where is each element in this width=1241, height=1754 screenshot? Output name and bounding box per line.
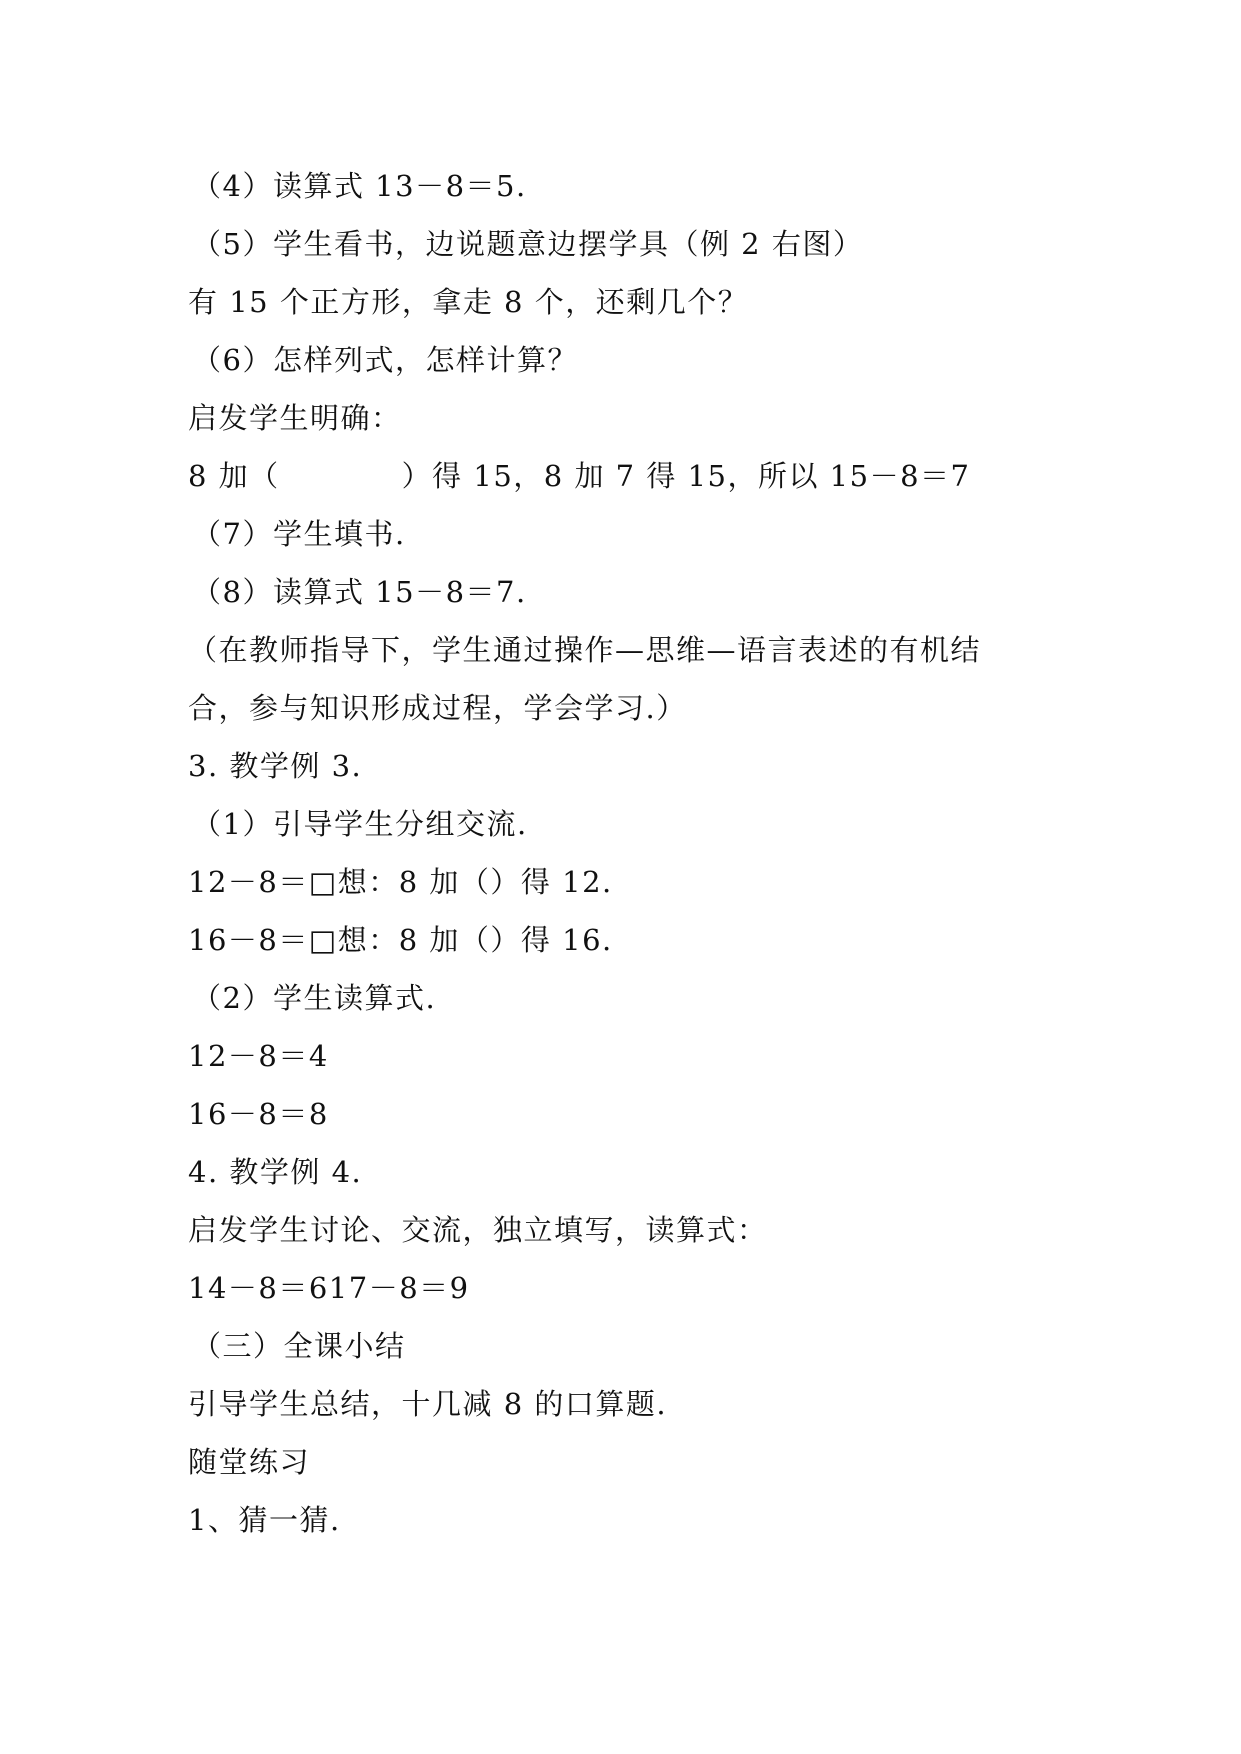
text-line: 12－8＝4 [188,1039,329,1073]
text-line: 16－8＝□想：8 加（）得 16. [188,923,613,957]
text-line: （5）学生看书，边说题意边摆学具（例 2 右图） [192,227,864,261]
text-line: 16－8＝8 [188,1097,329,1131]
text-line: 1、猜一猜. [188,1503,341,1537]
text-line: （7）学生填书. [192,517,406,551]
text-line: （三）全课小结 [192,1329,406,1363]
text-line: （8）读算式 15－8＝7. [192,575,527,609]
text-line: 8 加（ ）得 15，8 加 7 得 15，所以 15－8＝7 [188,459,971,493]
text-line: （4）读算式 13－8＝5. [192,169,527,203]
text-line: 14－8＝617－8＝9 [188,1271,470,1305]
text-line: 随堂练习 [188,1445,311,1479]
text-line: 有 15 个正方形，拿走 8 个，还剩几个？ [188,285,749,319]
text-line: （2）学生读算式. [192,981,437,1015]
text-line: 12－8＝□想：8 加（）得 12. [188,865,613,899]
text-line: 4. 教学例 4. [188,1155,363,1189]
text-line: （6）怎样列式，怎样计算？ [192,343,578,377]
text-line: 引导学生总结，十几减 8 的口算题. [188,1387,668,1421]
text-line: （1）引导学生分组交流. [192,807,528,841]
text-line: 合，参与知识形成过程，学会学习.） [188,691,687,725]
text-line: 启发学生明确： [188,401,402,435]
text-line: （在教师指导下，学生通过操作—思维—语言表述的有机结 [188,633,982,667]
text-line: 启发学生讨论、交流，独立填写，读算式： [188,1213,768,1247]
text-line: 3. 教学例 3. [188,749,363,783]
